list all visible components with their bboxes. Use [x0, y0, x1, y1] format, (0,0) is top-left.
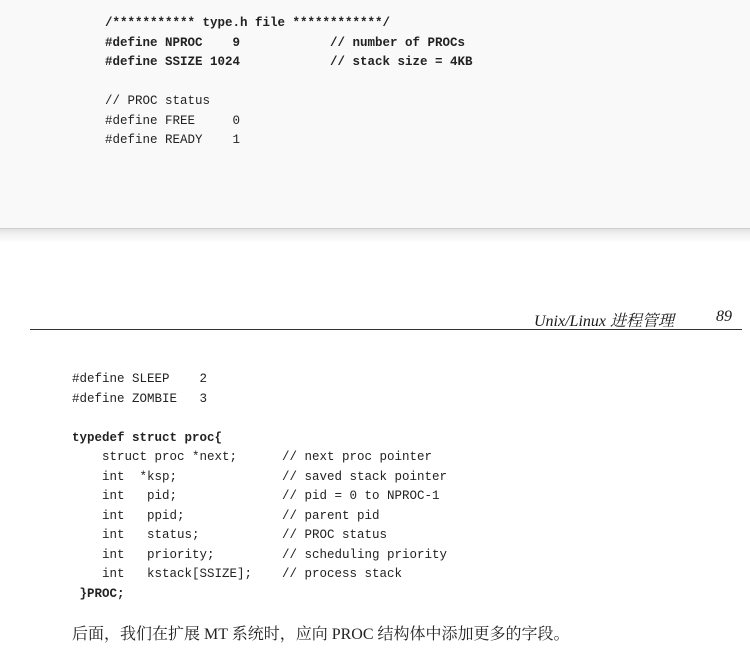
page-number: 89	[716, 308, 732, 325]
running-header	[30, 307, 742, 330]
code-line: /*********** type.h file ************/	[105, 16, 391, 30]
header-title: Unix/Linux 进程管理	[534, 313, 674, 330]
code-line: struct proc *next; // next proc pointer	[72, 450, 433, 464]
code-line: // PROC status	[105, 94, 211, 108]
code-line	[105, 73, 473, 93]
code-line: int kstack[SSIZE]; // process stack	[72, 567, 403, 581]
code-line: #define NPROC 9 // number of PROCs	[105, 35, 466, 50]
code-line	[72, 409, 447, 429]
code-line: #define ZOMBIE 3	[72, 391, 208, 406]
code-line: int ppid; // parent pid	[72, 508, 380, 523]
code-listing-bottom	[72, 370, 447, 604]
code-line: int priority; // scheduling priority	[72, 547, 448, 562]
code-line: #define FREE 0	[105, 113, 241, 128]
code-line: int pid; // pid = 0 to NPROC-1	[72, 489, 440, 503]
code-line: int status; // PROC status	[72, 528, 388, 542]
code-line: typedef struct proc{	[72, 430, 223, 445]
code-line: }PROC;	[72, 586, 125, 601]
code-line: #define READY 1	[105, 133, 241, 147]
code-line: int *ksp; // saved stack pointer	[72, 469, 448, 484]
code-listing-top	[105, 14, 473, 151]
body-paragraph: 后面，我们在扩展 MT 系统时，应向 PROC 结构体中添加更多的字段。	[72, 626, 570, 643]
code-line: #define SLEEP 2	[72, 372, 208, 386]
code-line: #define SSIZE 1024 // stack size = 4KB	[105, 55, 473, 69]
previous-page-fragment	[0, 0, 750, 228]
page-divider	[0, 228, 750, 243]
